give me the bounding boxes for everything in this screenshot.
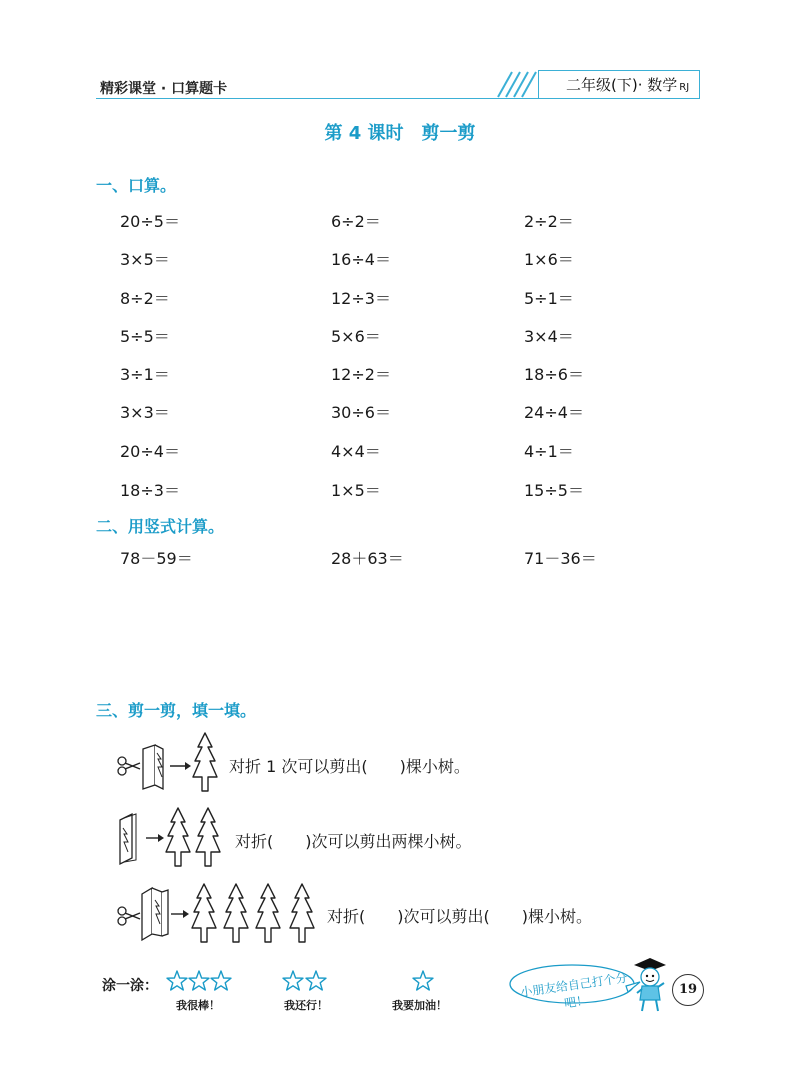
section1-heading: 一、口算。 bbox=[96, 176, 177, 195]
oral-calc-item: 3×4＝ bbox=[524, 327, 574, 346]
tree-icon bbox=[224, 884, 250, 944]
oral-calc-item: 2÷2＝ bbox=[524, 212, 574, 231]
oral-calc-item: 30÷6＝ bbox=[331, 403, 391, 422]
oral-calc-item: 18÷6＝ bbox=[524, 365, 584, 384]
folded-paper-icon bbox=[141, 745, 165, 789]
oral-calc-item: 15÷5＝ bbox=[524, 481, 584, 500]
oral-calc-item: 3×5＝ bbox=[120, 250, 170, 269]
page-number: 19 bbox=[672, 974, 704, 1006]
student-mascot-icon bbox=[628, 955, 672, 1013]
oral-calc-item: 4÷1＝ bbox=[524, 442, 574, 461]
star-icon[interactable] bbox=[166, 970, 188, 991]
section3-heading: 三、剪一剪，填一填。 bbox=[96, 701, 257, 720]
oral-calc-item: 5÷5＝ bbox=[120, 327, 170, 346]
self-rating-label: 涂一涂： bbox=[102, 978, 158, 994]
tree-icon bbox=[166, 808, 192, 868]
header-grade-subject bbox=[566, 74, 689, 95]
oral-calc-item: 5÷1＝ bbox=[524, 289, 574, 308]
oral-calc-item: 24÷4＝ bbox=[524, 403, 584, 422]
tree-icon bbox=[192, 884, 218, 944]
cut-question-3: 对折( )次可以剪出( )棵小树。 bbox=[327, 907, 592, 926]
lesson-title: 第 4 课时 剪一剪 bbox=[324, 123, 476, 144]
vertical-calc-item: 78－59＝ bbox=[120, 549, 193, 568]
grade-subject-text: 二年级(下)· 数学 bbox=[566, 76, 678, 94]
oral-calc-item: 3×3＝ bbox=[120, 403, 170, 422]
oral-calc-item: 4×4＝ bbox=[331, 442, 381, 461]
folded-paper-icon bbox=[140, 888, 170, 940]
cut-question-2: 对折( )次可以剪出两棵小树。 bbox=[235, 832, 472, 851]
header-divider bbox=[96, 98, 700, 99]
star-icon[interactable] bbox=[188, 970, 210, 991]
oral-calc-item: 6÷2＝ bbox=[331, 212, 381, 231]
star-icon[interactable] bbox=[412, 970, 434, 991]
oral-calc-item: 18÷3＝ bbox=[120, 481, 180, 500]
oral-calc-item: 12÷3＝ bbox=[331, 289, 391, 308]
star-icon[interactable] bbox=[282, 970, 304, 991]
star-icon[interactable] bbox=[210, 970, 232, 991]
oral-calc-item: 3÷1＝ bbox=[120, 365, 170, 384]
rating-label-great: 我很棒！ bbox=[176, 999, 220, 1012]
scissors-icon bbox=[117, 906, 141, 926]
speech-cloud-text: 小朋友给自己打个分吧！ bbox=[519, 970, 629, 1011]
oral-calc-item: 1×5＝ bbox=[331, 481, 381, 500]
tree-icon bbox=[193, 733, 219, 793]
arrow-right-icon bbox=[171, 909, 193, 919]
vertical-calc-item: 28＋63＝ bbox=[331, 549, 404, 568]
tree-icon bbox=[256, 884, 282, 944]
tree-icon bbox=[196, 808, 222, 868]
oral-calc-item: 20÷4＝ bbox=[120, 442, 180, 461]
header-stripes-decoration bbox=[494, 70, 544, 98]
edition-badge: RJ bbox=[679, 82, 690, 93]
arrow-right-icon bbox=[146, 833, 168, 843]
scissors-icon bbox=[117, 756, 141, 776]
oral-calc-item: 1×6＝ bbox=[524, 250, 574, 269]
tree-icon bbox=[290, 884, 316, 944]
star-icon[interactable] bbox=[305, 970, 327, 991]
vertical-calc-item: 71－36＝ bbox=[524, 549, 597, 568]
header-series-title: 精彩课堂 · 口算题卡 bbox=[100, 81, 228, 97]
arrow-right-icon bbox=[170, 761, 192, 771]
oral-calc-item: 16÷4＝ bbox=[331, 250, 391, 269]
section2-heading: 二、用竖式计算。 bbox=[96, 517, 225, 536]
rating-label-ok: 我还行！ bbox=[284, 999, 328, 1012]
rating-label-try-harder: 我要加油！ bbox=[392, 999, 447, 1012]
oral-calc-item: 12÷2＝ bbox=[331, 365, 391, 384]
cut-question-1: 对折 1 次可以剪出( )棵小树。 bbox=[229, 757, 470, 776]
oral-calc-item: 5×6＝ bbox=[331, 327, 381, 346]
folded-paper-icon bbox=[118, 814, 144, 864]
oral-calc-item: 8÷2＝ bbox=[120, 289, 170, 308]
oral-calc-item: 20÷5＝ bbox=[120, 212, 180, 231]
